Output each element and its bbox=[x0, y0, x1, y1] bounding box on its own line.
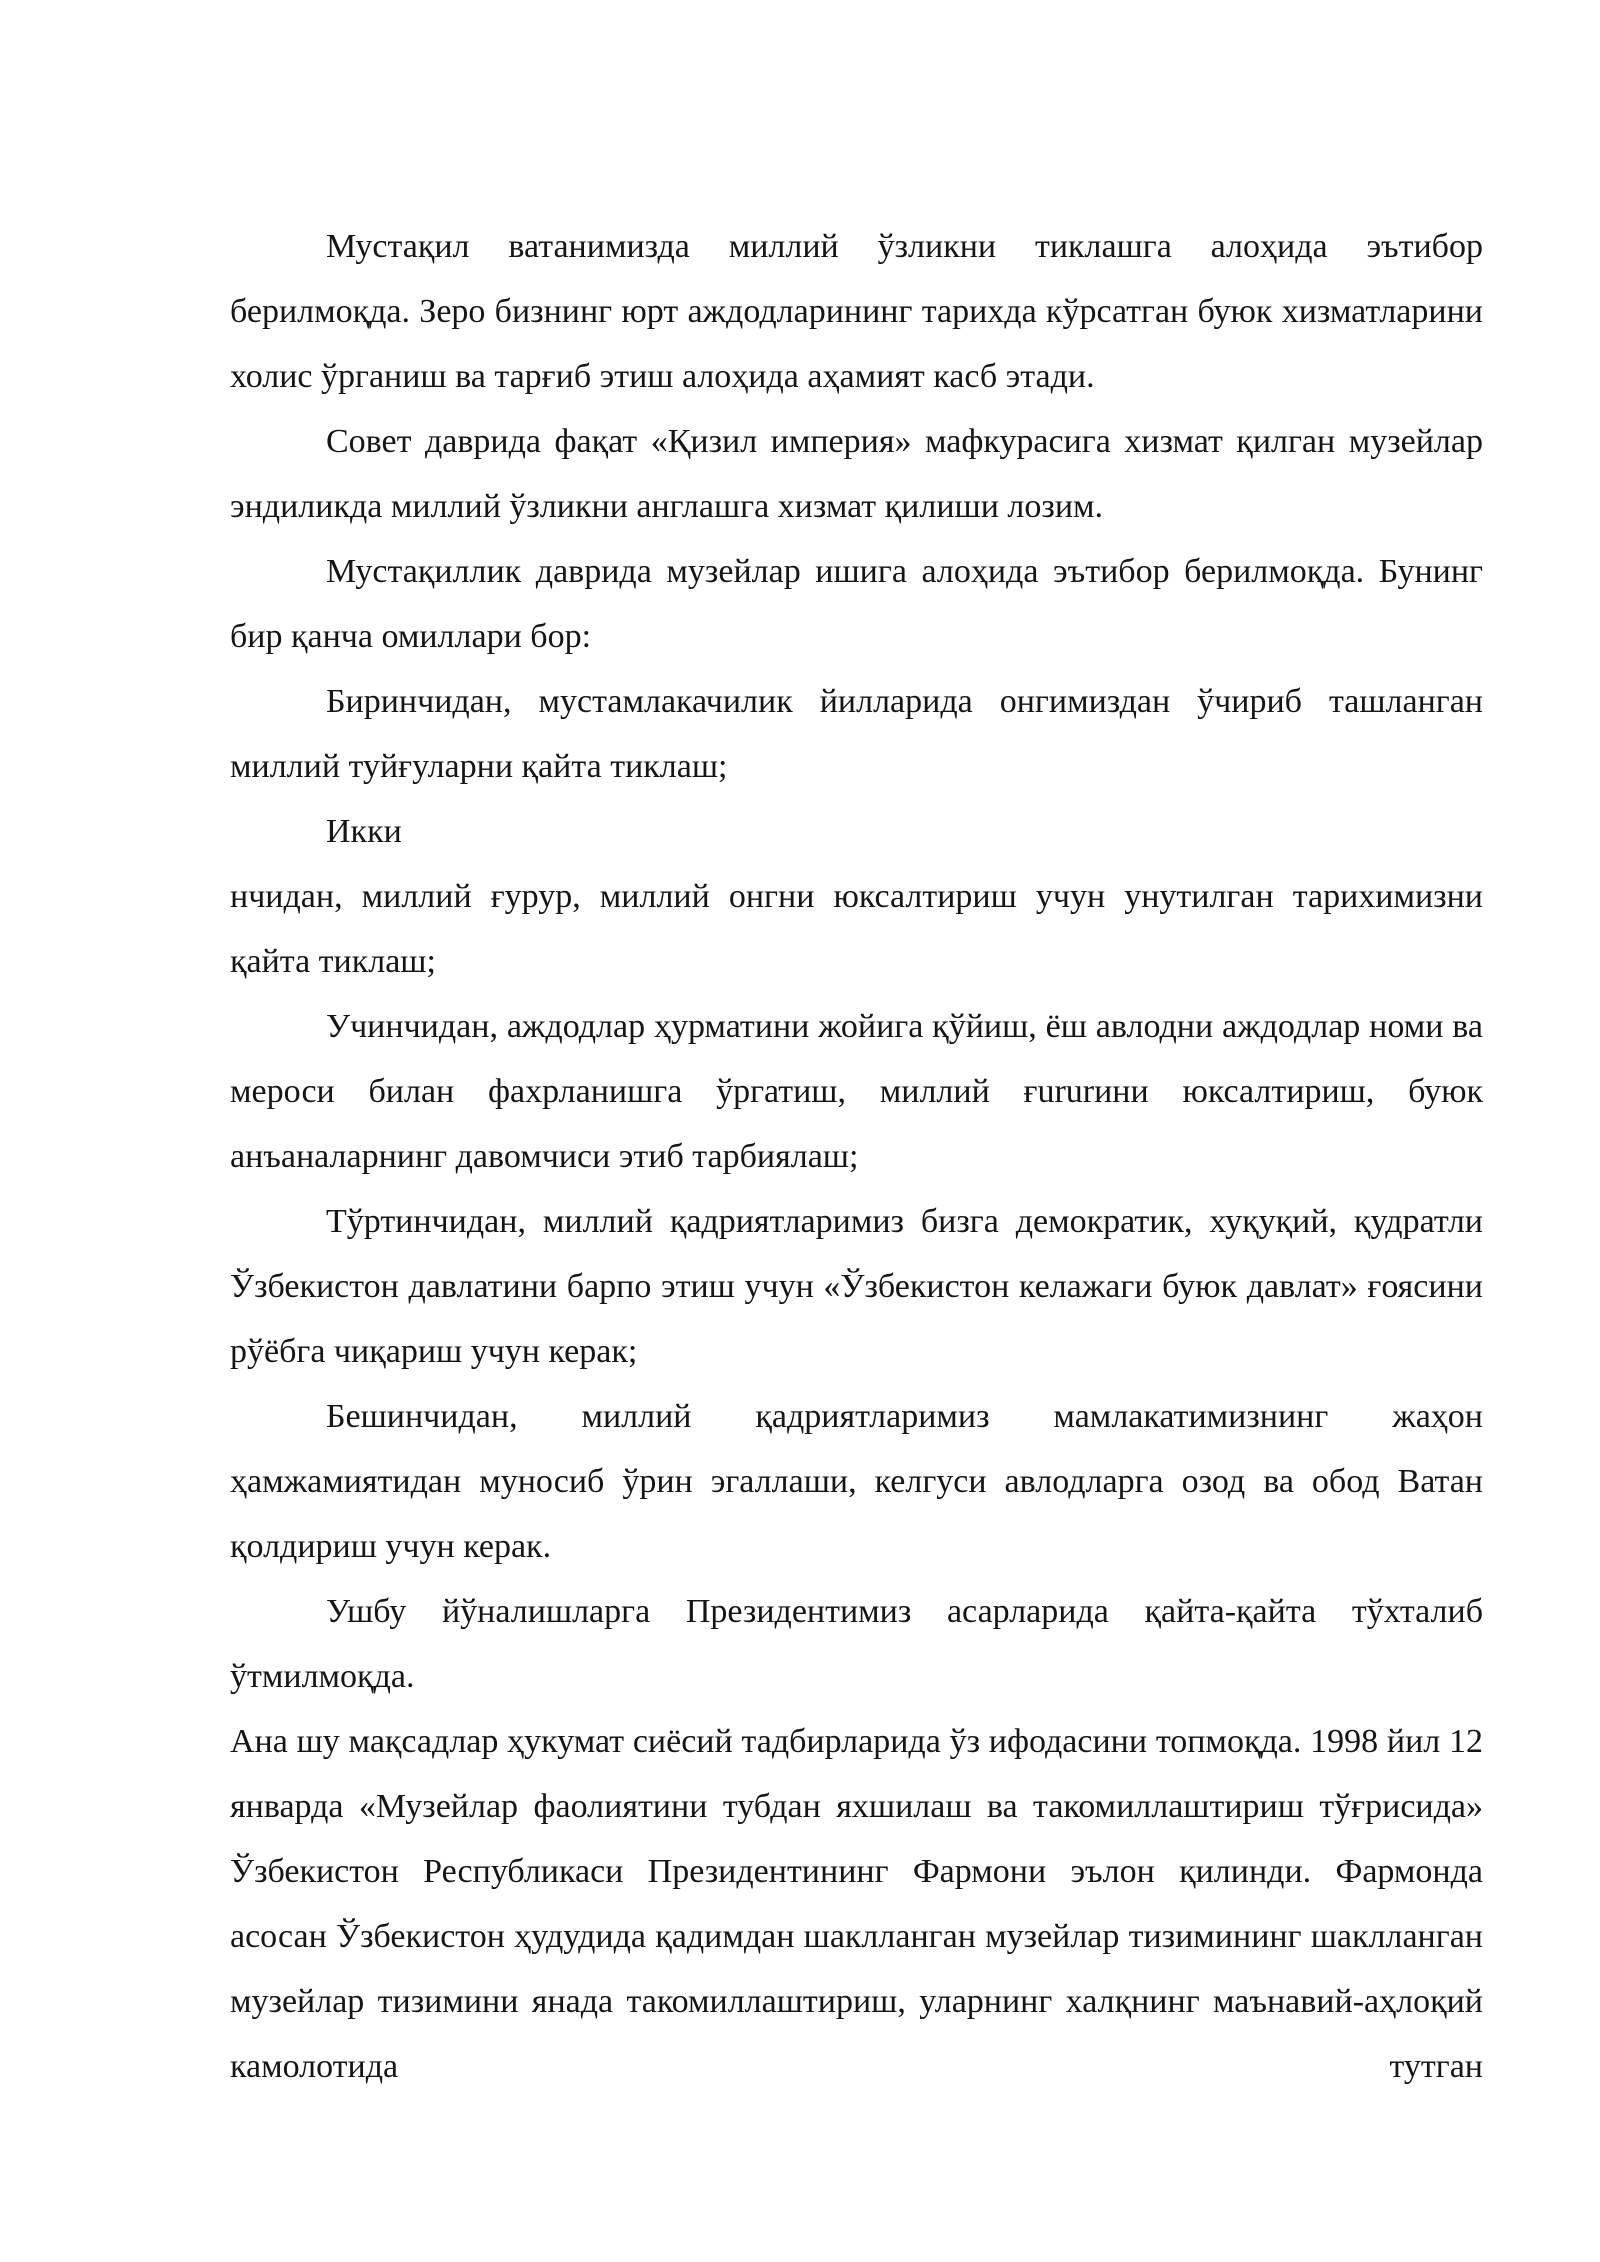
paragraph-3: Мустақиллик даврида музейлар ишига алоҳида эътибор берилмоқда. Бунинг бир қанча омиллари бор: bbox=[230, 553, 1483, 655]
paragraph-2: Совет даврида фақат «Қизил империя» мафкурасига хизмат қилган музейлар эндиликда миллий ўзликни англашга хизмат қилиши лозим. bbox=[230, 423, 1483, 525]
paragraph-8: Тўртинчидан, миллий қадриятларимиз бизга демократик, хуқуқий, қудратли Ўзбекистон давлатини барпо этиш учун «Ўзбекистон келажаги буюк давлат» ғоясини рўёбга чиқариш учун керак; bbox=[230, 1203, 1483, 1370]
paragraph-10: Ушбу йўналишларга Президентимиз асарларида қайта-қайта тўхталиб ўтмилмоқда. bbox=[230, 1593, 1483, 1695]
paragraph-5: Икки bbox=[326, 813, 402, 850]
paragraph-9: Бешинчидан, миллий қадриятларимиз мамлакатимизнинг жаҳон ҳамжамиятидан муносиб ўрин эгаллаши, келгуси авлодларга озод ва обод Ватан қолдириш учун керак. bbox=[230, 1398, 1483, 1565]
paragraph-6: нчидан, миллий ғурур, миллий онгни юксалтириш учун унутилган тарихимизни қайта тиклаш; bbox=[230, 878, 1483, 980]
paragraph-1: Мустақил ватанимизда миллий ўзликни тиклашга алоҳида эътибор берилмоқда. Зеро бизнинг юрт аждодларининг тарихда кўрсатган буюк хизматларини холис ўрганиш ва тарғиб этиш алоҳида аҳамият касб этади. bbox=[230, 228, 1483, 395]
body-text bbox=[230, 214, 1483, 2099]
paragraph-4: Биринчидан, мустамлакачилик йилларида онгимиздан ўчириб ташланган миллий туйғуларни қайта тиклаш; bbox=[230, 683, 1483, 785]
paragraph-7: Учинчидан, аждодлар ҳурматини жойига қўйиш, ёш авлодни аждодлар номи ва мероси билан фахрланишга ўргатиш, миллий ғururини юксалтириш, буюк анъаналарнинг давомчиси этиб тарбиялаш; bbox=[230, 1008, 1483, 1175]
paragraph-11: Ана шу мақсадлар ҳукумат сиёсий тадбирларида ўз ифодасини топмоқда. 1998 йил 12 январда «Музейлар фаолиятини тубдан яхшилаш ва такомиллаштириш тўғрисида» Ўзбекистон Республикаси Президентининг Фармони эълон қилинди. Фармонда асосан Ўзбекистон ҳудудида қадимдан шаклланган музейлар тизимининг шаклланган музейлар тизимини янада такомиллаштириш, уларнинг халқнинг маънавий-аҳлоқий камолотида тутган bbox=[230, 1723, 1483, 2085]
